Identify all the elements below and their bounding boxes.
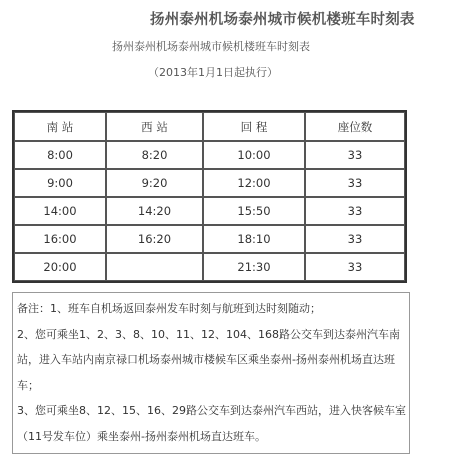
cell-seats: 33 (305, 225, 405, 253)
table-header-row (14, 112, 405, 141)
notes-box (12, 292, 410, 454)
effective-date: （2013年1月1日起执行） (148, 66, 278, 79)
cell-south-station: 8:00 (14, 141, 106, 169)
header-south-station: 南 站 (14, 112, 106, 141)
header-seats: 座位数 (305, 112, 405, 141)
cell-return: 21:30 (203, 253, 305, 281)
table-row (14, 141, 405, 169)
notes-line: 站，进入车站内南京禄口机场泰州城市楼候车区乘坐泰州-扬州泰州机场直达班 (17, 353, 395, 366)
cell-south-station: 14:00 (14, 197, 106, 225)
cell-west-station: 9:20 (106, 169, 203, 197)
notes-line: 备注：1、班车自机场返回泰州发车时刻与航班到达时刻随动； (17, 302, 321, 315)
table-row (14, 197, 405, 225)
cell-return: 10:00 (203, 141, 305, 169)
table-row (14, 169, 405, 197)
cell-west-station: 8:20 (106, 141, 203, 169)
schedule-table (12, 110, 407, 283)
cell-seats: 33 (305, 169, 405, 197)
cell-return: 18:10 (203, 225, 305, 253)
cell-seats: 33 (305, 197, 405, 225)
cell-return: 12:00 (203, 169, 305, 197)
cell-west-station (106, 253, 203, 281)
table-row (14, 253, 405, 281)
header-west-station: 西 站 (106, 112, 203, 141)
cell-south-station: 9:00 (14, 169, 106, 197)
page-title: 扬州泰州机场泰州城市候机楼班车时刻表 (150, 12, 415, 28)
cell-south-station: 20:00 (14, 253, 106, 281)
page-subtitle: 扬州泰州机场泰州城市候机楼班车时刻表 (112, 40, 310, 53)
notes-line: 2、您可乘坐1、2、3、8、10、11、12、104、168路公交车到达泰州汽车南 (17, 327, 400, 341)
cell-seats: 33 (305, 253, 405, 281)
cell-seats: 33 (305, 141, 405, 169)
table-row (14, 225, 405, 253)
cell-west-station: 16:20 (106, 225, 203, 253)
notes-line: （11号发车位）乘坐泰州-扬州泰州机场直达班车。 (17, 429, 266, 443)
notes-line: 车； (17, 378, 39, 392)
cell-west-station: 14:20 (106, 197, 203, 225)
cell-return: 15:50 (203, 197, 305, 225)
notes-line: 3、您可乘坐8、12、15、16、29路公交车到达泰州汽车西站，进入快客候车室 (17, 404, 406, 417)
cell-south-station: 16:00 (14, 225, 106, 253)
header-return: 回 程 (203, 112, 305, 141)
